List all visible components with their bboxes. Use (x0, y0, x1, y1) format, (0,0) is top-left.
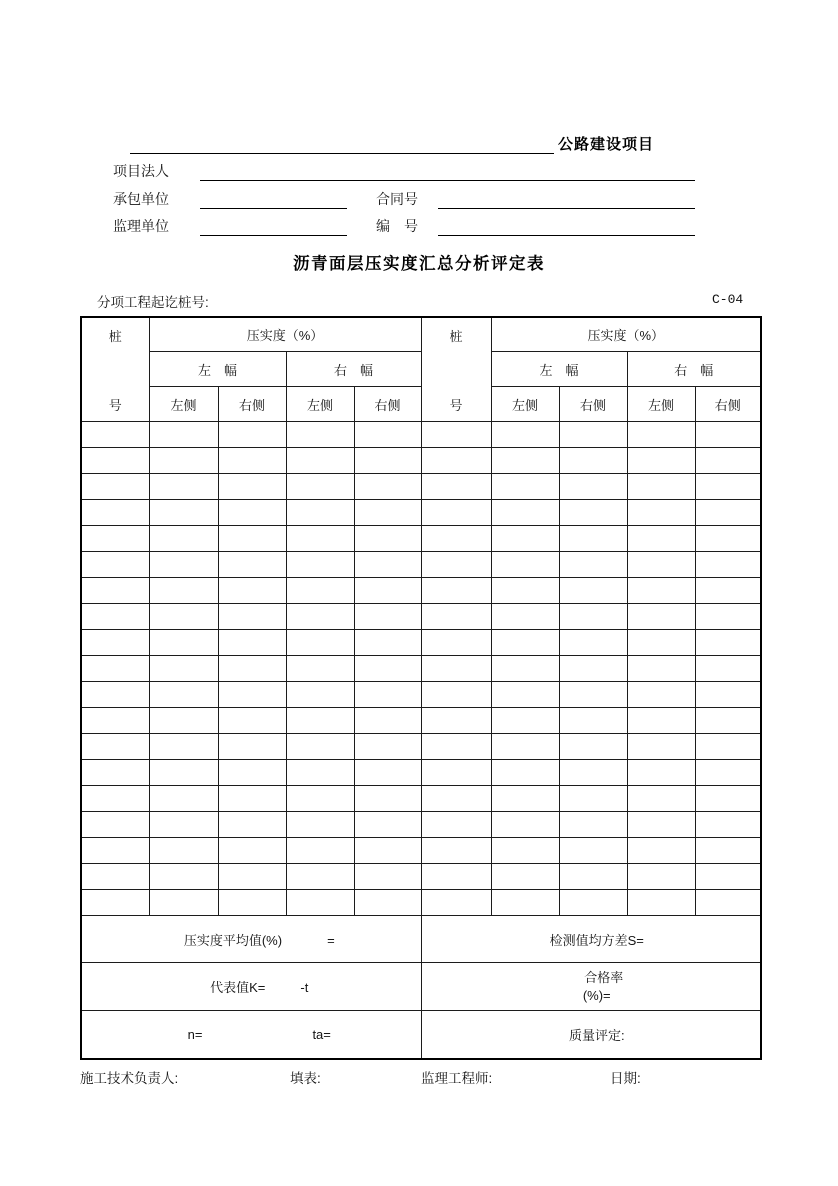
left-half-header: 左 幅 (149, 352, 286, 387)
contract-no-label: 合同号 (376, 191, 418, 207)
empty-cell (627, 552, 695, 578)
empty-cell (81, 890, 149, 916)
empty-cell (149, 786, 218, 812)
empty-cell (354, 890, 421, 916)
empty-cell (627, 422, 695, 448)
left-side-header: 左侧 (627, 387, 695, 422)
table-row (81, 838, 761, 864)
empty-cell (286, 760, 354, 786)
table-row (81, 682, 761, 708)
empty-cell (81, 448, 149, 474)
table-row (81, 604, 761, 630)
empty-cell (491, 708, 559, 734)
empty-cell (559, 448, 627, 474)
empty-cell (81, 604, 149, 630)
empty-cell (491, 682, 559, 708)
stddev-label: 检测值均方差S= (549, 932, 644, 948)
table-row (81, 422, 761, 448)
empty-cell (286, 708, 354, 734)
form-code: C-04 (712, 292, 744, 307)
left-side-header: 左侧 (149, 387, 218, 422)
empty-cell (491, 760, 559, 786)
empty-cell (354, 578, 421, 604)
empty-cell (81, 786, 149, 812)
empty-cell (491, 500, 559, 526)
empty-cell (218, 604, 286, 630)
empty-cell (149, 760, 218, 786)
empty-cell (695, 760, 761, 786)
empty-cell (218, 838, 286, 864)
table-row (81, 448, 761, 474)
empty-cell (695, 682, 761, 708)
empty-cell (286, 422, 354, 448)
empty-cell (491, 656, 559, 682)
empty-cell (286, 812, 354, 838)
empty-cell (491, 838, 559, 864)
empty-cell (421, 552, 491, 578)
empty-cell (218, 708, 286, 734)
empty-cell (149, 734, 218, 760)
left-side-header: 左侧 (286, 387, 354, 422)
stddev-cell (421, 916, 761, 963)
empty-cell (421, 630, 491, 656)
empty-cell (218, 890, 286, 916)
empty-cell (695, 734, 761, 760)
pass-rate-label-line2: (%)= (582, 987, 611, 1003)
right-side-header: 右侧 (559, 387, 627, 422)
empty-cell (627, 812, 695, 838)
empty-cell (354, 812, 421, 838)
empty-cell (81, 682, 149, 708)
empty-cell (559, 500, 627, 526)
empty-cell (559, 734, 627, 760)
empty-cell (81, 474, 149, 500)
empty-cell (627, 786, 695, 812)
tech-lead-label: 施工技术负责人: (80, 1071, 179, 1086)
empty-cell (218, 656, 286, 682)
empty-cell (218, 786, 286, 812)
project-legal-person-label: 项目法人 (113, 163, 169, 179)
empty-cell (81, 812, 149, 838)
empty-cell (559, 864, 627, 890)
empty-cell (491, 812, 559, 838)
right-half-header: 右 幅 (286, 352, 421, 387)
empty-cell (218, 734, 286, 760)
empty-cell (149, 656, 218, 682)
empty-cell (286, 864, 354, 890)
empty-cell (354, 474, 421, 500)
empty-cell (491, 474, 559, 500)
pass-rate-cell (421, 963, 761, 1011)
empty-cell (491, 734, 559, 760)
ta-label: ta= (312, 1027, 331, 1042)
empty-cell (354, 422, 421, 448)
empty-cell (491, 786, 559, 812)
table-row (81, 890, 761, 916)
empty-cell (286, 630, 354, 656)
stake-range-label: 分项工程起讫桩号: (97, 295, 209, 310)
table-row (81, 526, 761, 552)
empty-cell (149, 838, 218, 864)
empty-cell (149, 708, 218, 734)
contractor-label: 承包单位 (113, 191, 169, 207)
empty-cell (695, 708, 761, 734)
empty-cell (627, 604, 695, 630)
empty-cell (695, 838, 761, 864)
empty-cell (421, 526, 491, 552)
empty-cell (286, 526, 354, 552)
supervision-unit-blank-line (200, 218, 347, 236)
empty-cell (627, 526, 695, 552)
empty-cell (81, 708, 149, 734)
empty-cell (149, 422, 218, 448)
empty-cell (627, 656, 695, 682)
empty-cell (354, 786, 421, 812)
empty-cell (218, 682, 286, 708)
supervising-engineer-label: 监理工程师: (421, 1071, 493, 1086)
empty-cell (81, 864, 149, 890)
empty-cell (81, 760, 149, 786)
table-row (81, 786, 761, 812)
stake-no-header-right (421, 317, 491, 422)
empty-cell (218, 812, 286, 838)
empty-cell (559, 474, 627, 500)
empty-cell (421, 474, 491, 500)
empty-cell (218, 760, 286, 786)
empty-cell (627, 682, 695, 708)
empty-cell (81, 838, 149, 864)
table-row (81, 864, 761, 890)
empty-cell (149, 682, 218, 708)
empty-cell (627, 838, 695, 864)
empty-cell (627, 578, 695, 604)
table-row (81, 500, 761, 526)
pass-rate-label-line1: 合格率 (584, 969, 624, 985)
avg-value-cell (81, 916, 421, 963)
empty-cell (421, 890, 491, 916)
empty-cell (491, 604, 559, 630)
empty-cell (81, 734, 149, 760)
empty-cell (421, 682, 491, 708)
empty-cell (421, 864, 491, 890)
empty-cell (218, 422, 286, 448)
empty-cell (218, 552, 286, 578)
stake-char-bottom: 号 (108, 397, 122, 413)
stake-no-header-left (81, 317, 149, 422)
table-row (81, 708, 761, 734)
empty-cell (559, 552, 627, 578)
right-half-header: 右 幅 (627, 352, 761, 387)
project-legal-person-blank-line (200, 163, 695, 181)
avg-label: 压实度平均值(%) (183, 932, 283, 948)
empty-cell (559, 578, 627, 604)
empty-cell (354, 630, 421, 656)
compaction-pct-header-left: 压实度（%） (149, 317, 421, 352)
empty-cell (695, 630, 761, 656)
empty-cell (627, 474, 695, 500)
empty-cell (421, 448, 491, 474)
empty-cell (421, 812, 491, 838)
empty-cell (286, 474, 354, 500)
empty-cell (218, 526, 286, 552)
project-name-blank-line (130, 136, 554, 154)
empty-cell (695, 656, 761, 682)
empty-cell (559, 812, 627, 838)
quality-rating-cell (421, 1011, 761, 1060)
empty-cell (218, 500, 286, 526)
n-label: n= (187, 1027, 203, 1042)
empty-cell (559, 604, 627, 630)
compaction-table (80, 316, 762, 1060)
empty-cell (559, 760, 627, 786)
compaction-pct-header-right: 压实度（%） (491, 317, 761, 352)
empty-cell (286, 734, 354, 760)
empty-cell (218, 474, 286, 500)
table-row (81, 812, 761, 838)
empty-cell (149, 864, 218, 890)
rep-label: 代表值K= (210, 980, 266, 995)
empty-cell (421, 604, 491, 630)
table-row (81, 760, 761, 786)
table-row (81, 552, 761, 578)
empty-cell (695, 890, 761, 916)
empty-cell (627, 630, 695, 656)
empty-cell (149, 578, 218, 604)
empty-cell (286, 656, 354, 682)
stake-char-top: 桩 (449, 328, 463, 344)
empty-cell (421, 760, 491, 786)
table-row (81, 474, 761, 500)
empty-cell (695, 786, 761, 812)
project-suffix-label: 公路建设项目 (558, 136, 655, 153)
right-side-header: 右侧 (354, 387, 421, 422)
empty-cell (627, 864, 695, 890)
empty-cell (695, 604, 761, 630)
empty-cell (354, 526, 421, 552)
empty-cell (286, 578, 354, 604)
rep-eq: -t (300, 980, 309, 995)
empty-cell (627, 890, 695, 916)
left-side-header: 左侧 (491, 387, 559, 422)
empty-cell (149, 604, 218, 630)
serial-no-label: 编 号 (376, 218, 418, 234)
empty-cell (491, 526, 559, 552)
empty-cell (354, 448, 421, 474)
empty-cell (81, 656, 149, 682)
left-half-header: 左 幅 (491, 352, 627, 387)
empty-cell (149, 812, 218, 838)
compaction-table-body (81, 422, 761, 916)
contract-no-blank-line (438, 191, 695, 209)
empty-cell (149, 526, 218, 552)
empty-cell (491, 552, 559, 578)
empty-cell (354, 604, 421, 630)
empty-cell (149, 630, 218, 656)
contractor-blank-line (200, 191, 347, 209)
empty-cell (559, 526, 627, 552)
empty-cell (559, 786, 627, 812)
empty-cell (421, 838, 491, 864)
empty-cell (695, 864, 761, 890)
empty-cell (559, 838, 627, 864)
right-side-header: 右侧 (695, 387, 761, 422)
empty-cell (491, 422, 559, 448)
representative-value-cell (81, 963, 421, 1011)
empty-cell (286, 682, 354, 708)
empty-cell (354, 552, 421, 578)
empty-cell (627, 448, 695, 474)
empty-cell (421, 656, 491, 682)
empty-cell (354, 838, 421, 864)
empty-cell (627, 500, 695, 526)
empty-cell (627, 760, 695, 786)
empty-cell (627, 734, 695, 760)
empty-cell (286, 890, 354, 916)
empty-cell (695, 448, 761, 474)
empty-cell (81, 422, 149, 448)
empty-cell (81, 552, 149, 578)
table-row (81, 630, 761, 656)
empty-cell (354, 708, 421, 734)
empty-cell (559, 682, 627, 708)
empty-cell (559, 630, 627, 656)
empty-cell (695, 500, 761, 526)
empty-cell (149, 890, 218, 916)
empty-cell (421, 734, 491, 760)
empty-cell (354, 864, 421, 890)
empty-cell (218, 578, 286, 604)
empty-cell (559, 422, 627, 448)
empty-cell (695, 578, 761, 604)
empty-cell (559, 890, 627, 916)
empty-cell (421, 422, 491, 448)
serial-no-blank-line (438, 218, 695, 236)
empty-cell (286, 786, 354, 812)
stake-char-top: 桩 (108, 328, 122, 344)
empty-cell (354, 682, 421, 708)
empty-cell (354, 500, 421, 526)
table-row (81, 578, 761, 604)
quality-label: 质量评定: (568, 1028, 625, 1043)
empty-cell (149, 448, 218, 474)
empty-cell (559, 656, 627, 682)
empty-cell (695, 812, 761, 838)
avg-eq: = (327, 932, 335, 948)
table-row (81, 734, 761, 760)
empty-cell (218, 864, 286, 890)
empty-cell (149, 500, 218, 526)
empty-cell (559, 708, 627, 734)
empty-cell (286, 448, 354, 474)
empty-cell (491, 578, 559, 604)
date-label: 日期: (610, 1071, 641, 1086)
empty-cell (627, 708, 695, 734)
empty-cell (421, 708, 491, 734)
form-filler-label: 填表: (290, 1071, 321, 1086)
empty-cell (81, 500, 149, 526)
empty-cell (354, 734, 421, 760)
empty-cell (218, 448, 286, 474)
empty-cell (421, 786, 491, 812)
empty-cell (149, 552, 218, 578)
empty-cell (421, 500, 491, 526)
empty-cell (149, 474, 218, 500)
empty-cell (286, 838, 354, 864)
empty-cell (491, 448, 559, 474)
page-title: 沥青面层压实度汇总分析评定表 (293, 255, 545, 273)
empty-cell (695, 422, 761, 448)
empty-cell (421, 578, 491, 604)
empty-cell (286, 552, 354, 578)
empty-cell (695, 526, 761, 552)
empty-cell (491, 890, 559, 916)
empty-cell (81, 630, 149, 656)
empty-cell (286, 500, 354, 526)
empty-cell (491, 864, 559, 890)
empty-cell (354, 760, 421, 786)
empty-cell (354, 656, 421, 682)
empty-cell (218, 630, 286, 656)
empty-cell (286, 604, 354, 630)
supervision-unit-label: 监理单位 (113, 218, 169, 234)
table-row (81, 656, 761, 682)
empty-cell (491, 630, 559, 656)
right-side-header: 右侧 (218, 387, 286, 422)
stake-char-bottom: 号 (449, 397, 463, 413)
n-ta-cell (81, 1011, 421, 1060)
empty-cell (695, 552, 761, 578)
empty-cell (695, 474, 761, 500)
empty-cell (81, 526, 149, 552)
empty-cell (81, 578, 149, 604)
